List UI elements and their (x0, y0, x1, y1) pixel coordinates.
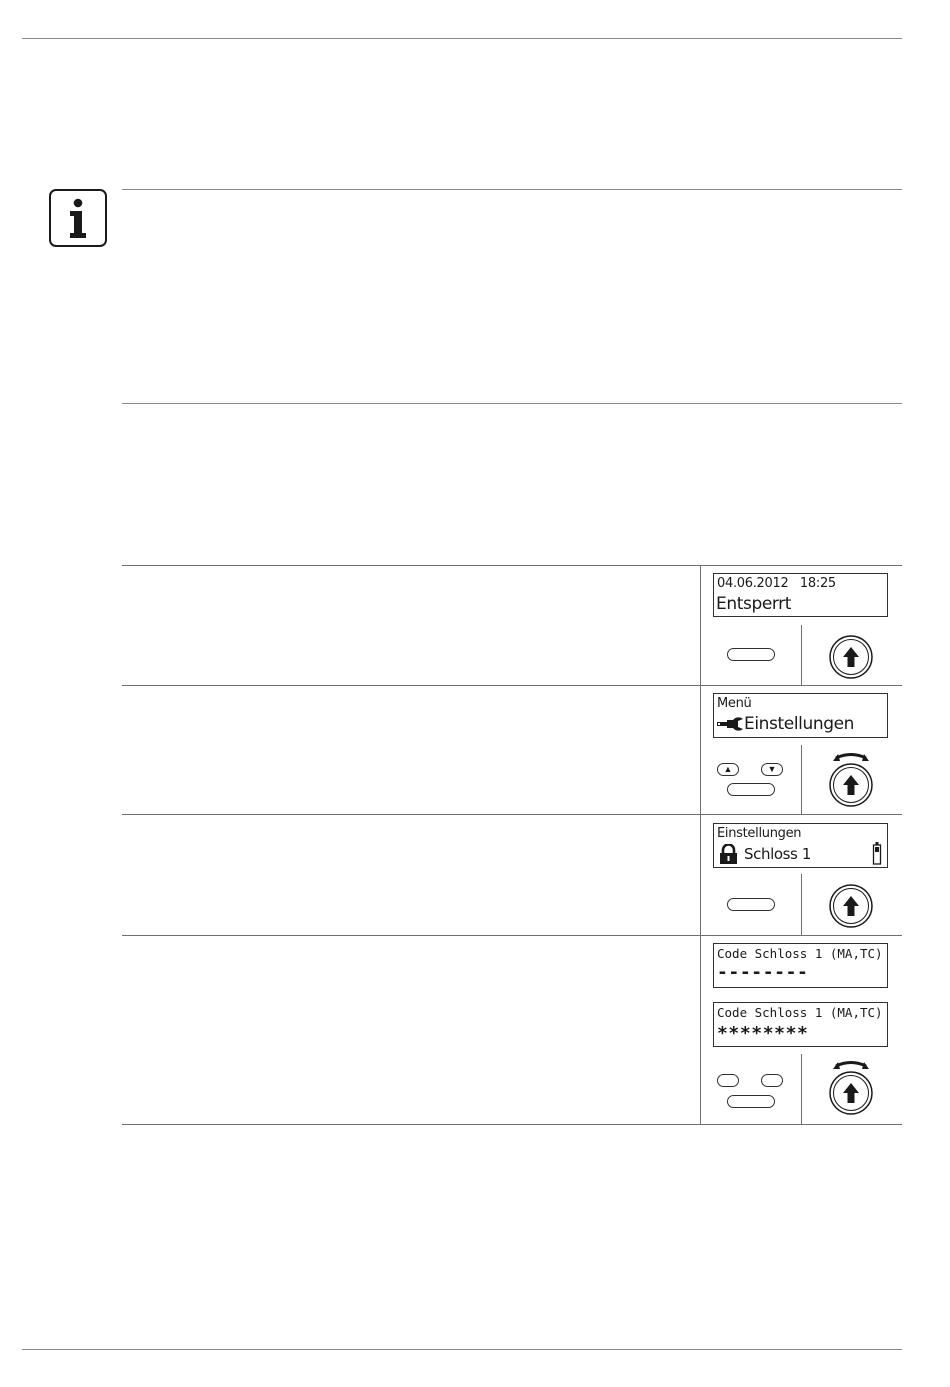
enter-key[interactable] (727, 1095, 775, 1108)
keypad-divider (801, 745, 802, 814)
down-arrow-key[interactable] (761, 763, 783, 776)
display-line-1: Menü (717, 696, 752, 711)
display-line-1: Code Schloss 1 (MA,TC) (717, 946, 883, 961)
display-lock-text: Schloss 1 (744, 845, 811, 863)
up-arrow-key[interactable] (717, 763, 739, 776)
display-line-2 (716, 594, 791, 614)
info-note-top-rule (122, 189, 902, 190)
display-code-entered: ******** (717, 1023, 809, 1044)
down-arrow-icon: ▼ (767, 764, 777, 774)
keypad-divider (801, 625, 802, 685)
step-separator (122, 1124, 902, 1125)
battery-icon (872, 841, 882, 865)
display-line-1: 04.06.2012 18:25 (717, 576, 836, 591)
keypad-divider (801, 1054, 802, 1124)
display-screen (713, 943, 888, 988)
up-arrow-icon: ▲ (723, 764, 733, 774)
wrench-icon (716, 716, 744, 732)
step-separator (122, 565, 902, 566)
step-separator (122, 685, 902, 686)
left-key[interactable] (717, 1074, 739, 1087)
enter-key[interactable] (727, 648, 775, 661)
rotary-knob-icon[interactable] (828, 1060, 874, 1116)
header-rule (22, 38, 902, 39)
right-key[interactable] (761, 1074, 783, 1087)
display-line-2 (716, 714, 854, 734)
rotary-knob-icon[interactable] (828, 630, 874, 680)
padlock-icon (719, 844, 738, 864)
rotary-knob-icon[interactable] (828, 879, 874, 929)
rotary-knob-icon[interactable] (828, 752, 874, 808)
display-screen (713, 573, 888, 617)
display-line-1: Einstellungen (717, 826, 802, 841)
display-menu-item-text: Einstellungen (744, 714, 855, 734)
display-code-placeholder: -------- (717, 962, 809, 983)
footer-rule (22, 1349, 902, 1350)
step-separator (122, 935, 902, 936)
enter-key[interactable] (727, 783, 775, 796)
keypad-divider (801, 874, 802, 935)
display-line-1: Code Schloss 1 (MA,TC) (717, 1005, 883, 1020)
rotate-arrows-icon (836, 755, 866, 759)
info-icon (49, 189, 107, 247)
display-screen (713, 823, 888, 868)
enter-key[interactable] (727, 898, 775, 911)
step-separator (122, 814, 902, 815)
column-divider (700, 565, 701, 1124)
rotate-arrows-icon (836, 1063, 866, 1067)
display-screen (713, 1002, 888, 1047)
display-screen (713, 693, 888, 738)
display-line-2 (717, 963, 809, 983)
display-status-text: Entsperrt (716, 594, 792, 614)
display-line-2 (719, 844, 811, 864)
info-note-bottom-rule (122, 403, 902, 404)
display-line-2 (717, 1024, 809, 1044)
